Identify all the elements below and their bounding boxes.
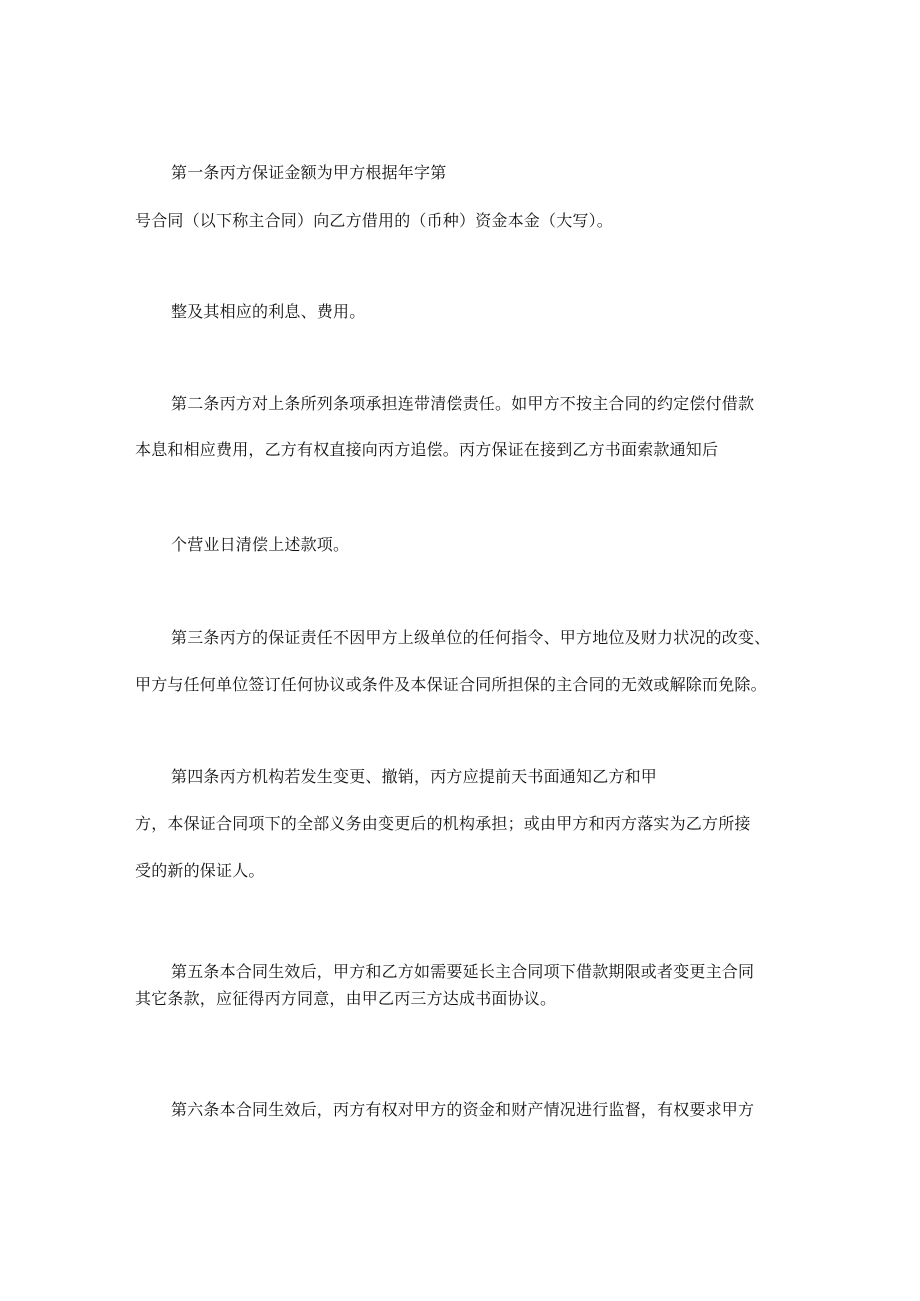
- article-5-line-1: 第五条本合同生效后，甲方和乙方如需要延长主合同项下借款期限或者变更主合同: [171, 962, 755, 981]
- article-4-line-1: 第四条丙方机构若发生变更、撤销，丙方应提前天书面通知乙方和甲: [171, 767, 658, 786]
- article-4-line-3: 受的新的保证人。: [135, 861, 265, 880]
- article-4-line-2: 方，本保证合同项下的全部义务由变更后的机构承担；或由甲方和丙方落实为乙方所接: [135, 814, 751, 833]
- article-1-line-3: 整及其相应的利息、费用。: [171, 302, 366, 321]
- article-3-line-2: 甲方与任何单位签订任何协议或条件及本保证合同所担保的主合同的无效或解除而免除。: [135, 675, 767, 694]
- article-1-line-2: 号合同（以下称主合同）向乙方借用的（币种）资金本金（大写）。: [135, 211, 614, 230]
- article-5-line-2: 其它条款，应征得丙方同意，由甲乙丙三方达成书面协议。: [135, 989, 557, 1008]
- article-2-line-3: 个营业日清偿上述款项。: [171, 535, 350, 554]
- article-2-line-2: 本息和相应费用，乙方有权直接向丙方追偿。丙方保证在接到乙方书面索款通知后: [135, 440, 719, 459]
- article-6-line-1: 第六条本合同生效后，丙方有权对甲方的资金和财产情况进行监督，有权要求甲方: [171, 1100, 755, 1119]
- article-1-line-1: 第一条丙方保证金额为甲方根据年字第: [171, 163, 447, 182]
- article-3-line-1: 第三条丙方的保证责任不因甲方上级单位的任何指令、甲方地位及财力状况的改变、: [171, 628, 771, 647]
- article-2-line-1: 第二条丙方对上条所列条项承担连带清偿责任。如甲方不按主合同的约定偿付借款: [171, 394, 755, 413]
